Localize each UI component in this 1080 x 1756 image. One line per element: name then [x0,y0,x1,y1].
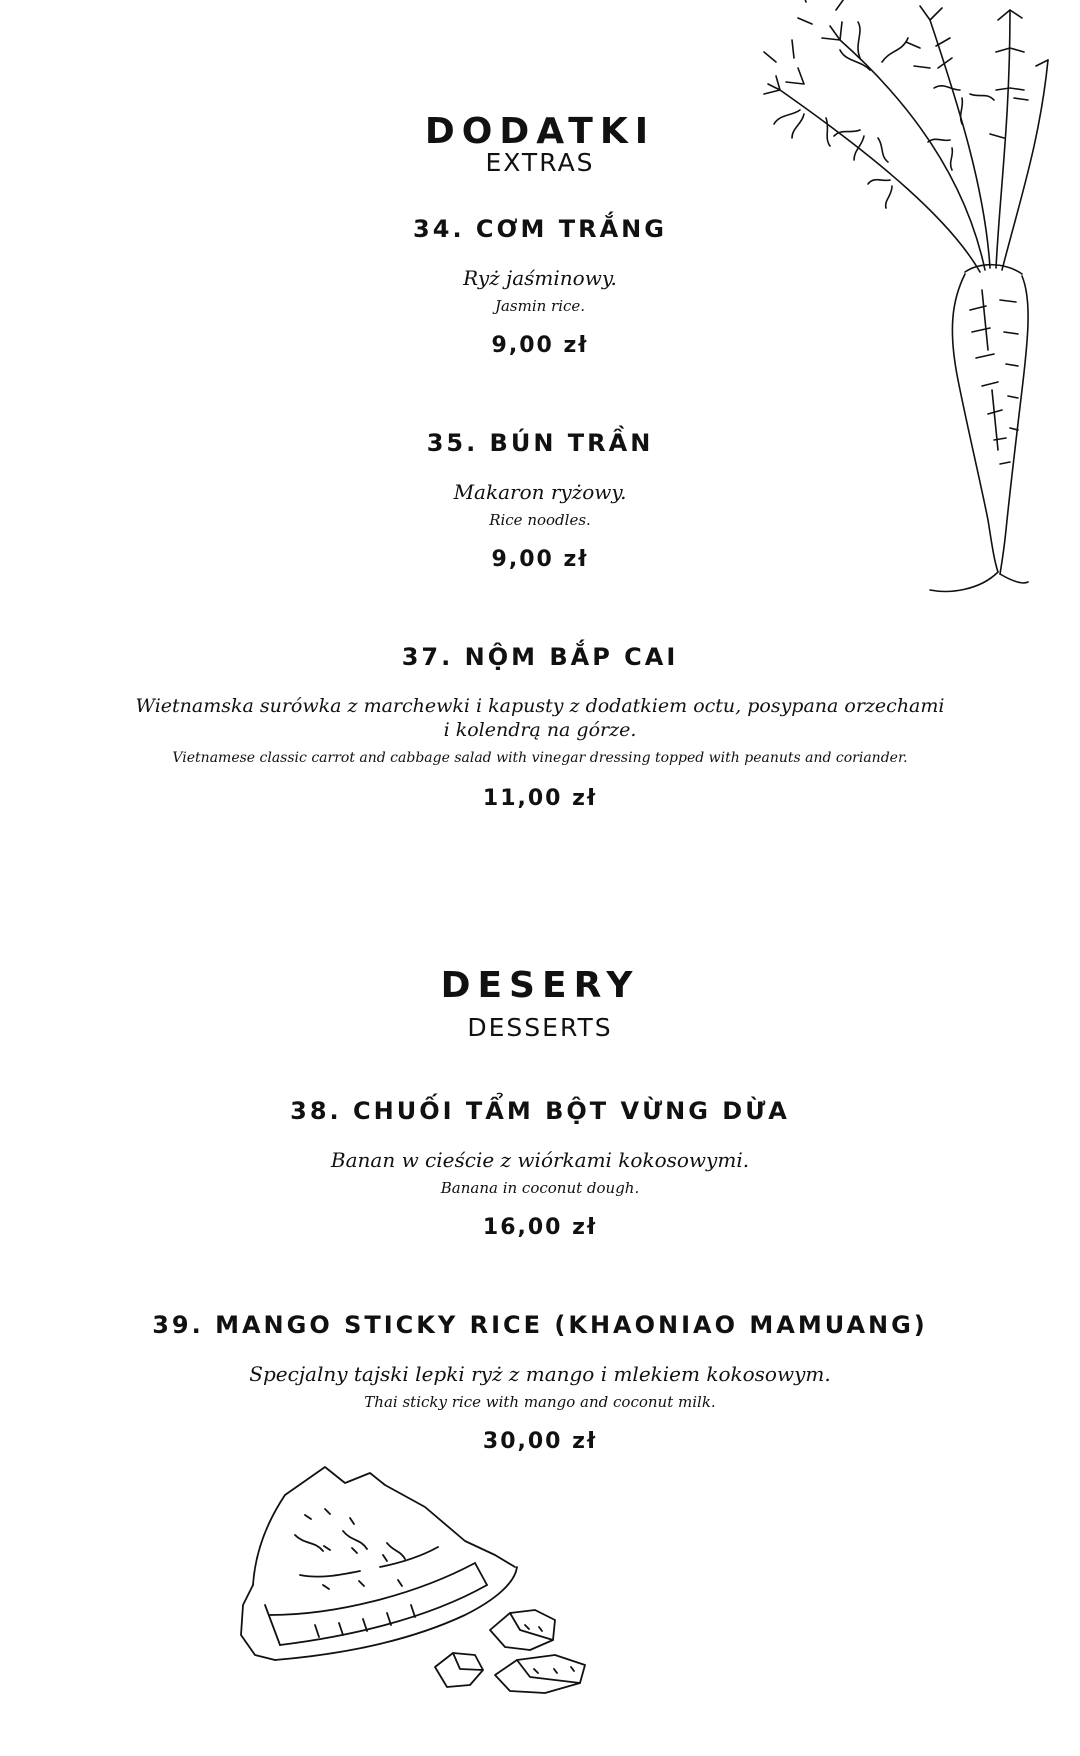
menu-item-name: 37. NỘM BẮP CAI [401,643,679,671]
coconut-illustration [225,1455,665,1695]
menu-item-price: 16,00 zł [482,1215,598,1240]
section-title-extras: DODATKI [424,111,656,152]
menu-item-desc-en: Thai sticky rice with mango and coconut milk. [364,1393,716,1411]
menu-item-price: 11,00 zł [482,786,598,811]
menu-item-name: 39. MANGO STICKY RICE (KHAONIAO MAMUANG) [152,1311,928,1339]
menu-item-desc-en: Rice noodles. [489,511,591,529]
section-subtitle-extras: EXTRAS [485,148,595,177]
menu-item-desc-pl: Banan w cieście z wiórkami kokosowymi. [330,1148,750,1172]
section-title-desserts: DESERY [440,965,640,1006]
menu-item-desc-pl: Wietnamska surówka z marchewki i kapusty z dodatkiem octu, posypana orzechami [135,695,945,717]
menu-item-desc-pl-line2: i kolendrą na górze. [443,719,637,741]
menu-item-desc-en: Jasmin rice. [494,297,586,315]
menu-item-desc-en: Vietnamese classic carrot and cabbage salad with vinegar dressing topped with peanuts and coriander. [172,750,908,766]
menu-item-name: 38. CHUỐI TẨM BỘT VỪNG DỪA [290,1097,790,1125]
menu-item-name: 34. CƠM TRẮNG [413,215,667,243]
menu-item-desc-pl: Ryż jaśminowy. [463,266,617,290]
section-subtitle-desserts: DESSERTS [467,1013,613,1042]
menu-item-price: 30,00 zł [482,1429,598,1454]
menu-item-desc-en: Banana in coconut dough. [440,1179,640,1197]
menu-item-price: 9,00 zł [491,547,589,572]
menu-item-desc-pl: Makaron ryżowy. [453,480,627,504]
menu-item-name: 35. BÚN TRẦN [426,429,654,457]
menu-item-price: 9,00 zł [491,333,589,358]
menu-item-desc-pl: Specjalny tajski lepki ryż z mango i mlekiem kokosowym. [249,1362,831,1386]
